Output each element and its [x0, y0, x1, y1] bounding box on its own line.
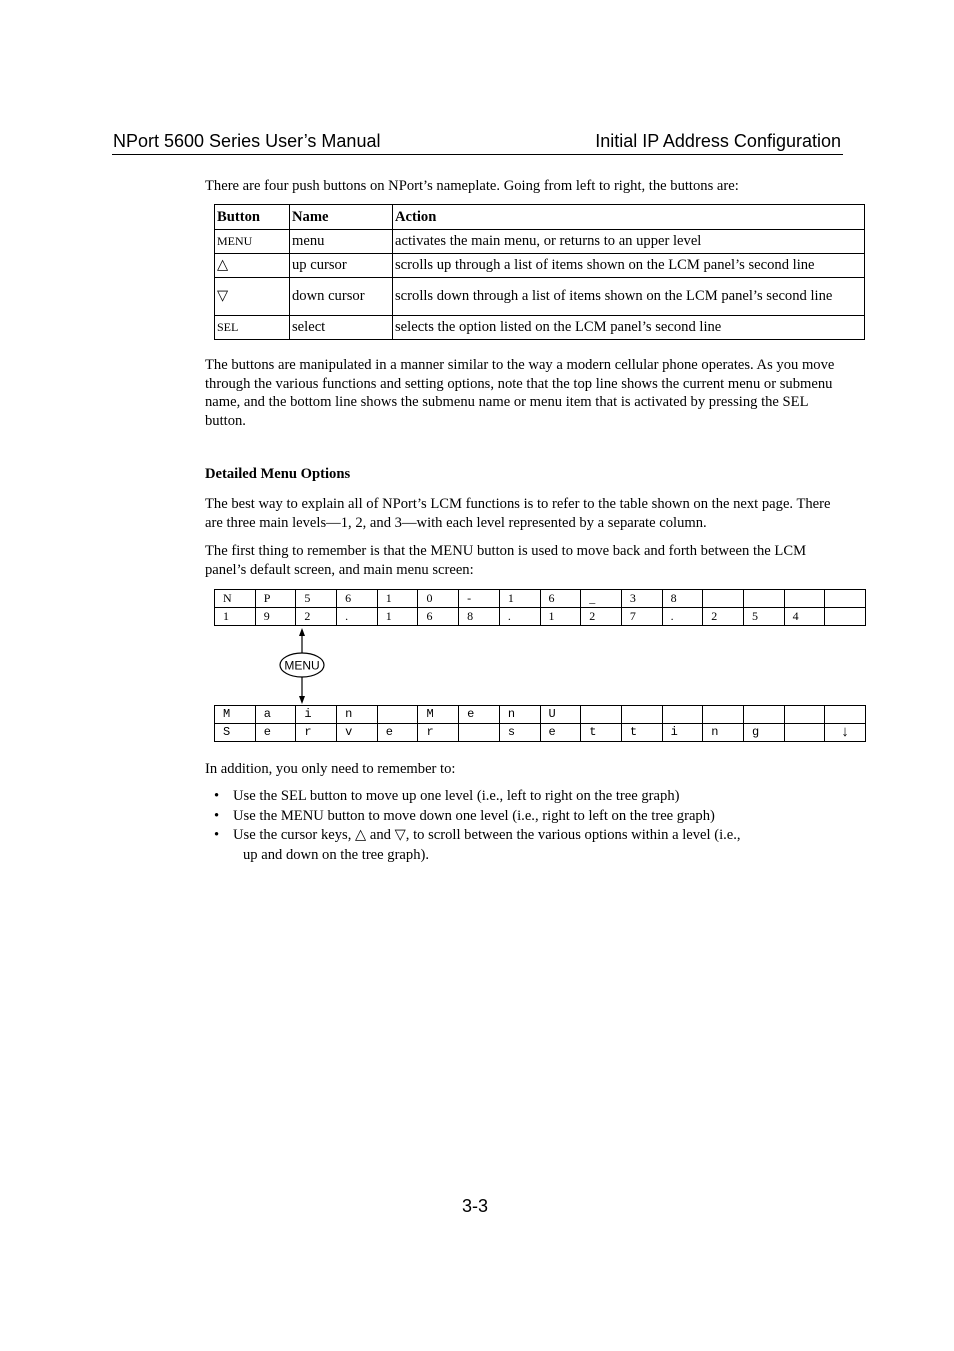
lcm-char: [621, 706, 662, 724]
lcm-char: 5: [743, 608, 784, 626]
lcm-char: 3: [621, 590, 662, 608]
lcm-char: [784, 590, 825, 608]
lcm-char: [825, 590, 866, 608]
up-triangle-icon: △: [215, 254, 290, 278]
list-item-text: Use the MENU button to move down one level (i.e., right to left on the tree graph): [233, 807, 715, 824]
list-item: [214, 807, 846, 827]
lcm-char: r: [296, 724, 337, 742]
lcm-char: 4: [784, 608, 825, 626]
table-row: [215, 316, 865, 340]
list-item-text: Use the SEL button to move up one level (i.e., left to right on the tree graph): [233, 788, 680, 804]
lcm-char: i: [662, 724, 703, 742]
lcm-char: [825, 706, 866, 724]
name-cell: down cursor: [290, 278, 393, 316]
list-item: [214, 826, 846, 865]
header-action: Action: [393, 205, 865, 230]
lcm-char: a: [255, 706, 296, 724]
name-cell: up cursor: [290, 254, 393, 278]
lcm-char: [581, 706, 622, 724]
reminder-list: [214, 787, 846, 865]
lcm-char: [459, 724, 500, 742]
lcm-char: 2: [296, 608, 337, 626]
lcm-char: 2: [581, 608, 622, 626]
action-cell: scrolls down through a list of items shown on the LCM panel’s second line: [393, 278, 865, 316]
lcm-line-1: [215, 706, 866, 724]
action-cell: scrolls up through a list of items shown on the LCM panel’s second line: [393, 254, 865, 278]
buttons-table: [214, 204, 865, 340]
header-button: Button: [215, 205, 290, 230]
action-cell: activates the main menu, or returns to an upper level: [393, 230, 865, 254]
up-arrow-head: [299, 628, 305, 636]
page-header: [112, 130, 843, 155]
bullet-icon: •: [214, 827, 220, 843]
intro-paragraph: There are four push buttons on NPort’s nameplate. Going from left to right, the buttons are:: [205, 178, 739, 194]
lcm-char: 9: [255, 608, 296, 626]
lcm-line-2: [215, 608, 866, 626]
menu-toggle-diagram: [278, 627, 330, 705]
button-cell: SEL: [215, 316, 290, 340]
lcm-char: 6: [540, 590, 581, 608]
lcm-char: 1: [499, 590, 540, 608]
best-way-paragraph: The best way to explain all of NPort’s LCM functions is to refer to the table shown on the next page. There are three main levels—1, 2, and 3—with each level represented by a separate column.: [205, 496, 831, 531]
lcm-char: n: [499, 706, 540, 724]
action-cell: selects the option listed on the LCM panel’s second line: [393, 316, 865, 340]
lcm-char: M: [215, 706, 256, 724]
lcm-char: s: [499, 724, 540, 742]
down-arrow-icon: ↓: [825, 724, 866, 742]
menu-button-label: MENU: [284, 658, 320, 673]
lcm-line-2: [215, 724, 866, 742]
lcm-char: [743, 706, 784, 724]
lcm-char: e: [459, 706, 500, 724]
lcm-char: 6: [337, 590, 378, 608]
first-thing-paragraph: The first thing to remember is that the MENU button is used to move back and forth between the LCM panel’s default screen, and main menu screen:: [205, 543, 807, 578]
lcm-char: 1: [377, 590, 418, 608]
lcm-char: 2: [703, 608, 744, 626]
lcm-char: n: [703, 724, 744, 742]
lcm-char: 8: [662, 590, 703, 608]
lcm-char: 5: [296, 590, 337, 608]
lcm-char: 1: [377, 608, 418, 626]
lcm-char: N: [215, 590, 256, 608]
lcm-char: .: [337, 608, 378, 626]
list-item-text: Use the cursor keys, △ and ▽, to scroll between the various options within a level (i.e.,: [233, 827, 741, 843]
lcm-char: _: [581, 590, 622, 608]
lcm-char: e: [377, 724, 418, 742]
bullet-icon: •: [214, 807, 220, 824]
lcm-char: U: [540, 706, 581, 724]
down-arrow-head: [299, 696, 305, 704]
list-item-continuation: up and down on the tree graph).: [243, 846, 430, 863]
down-triangle-icon: ▽: [215, 278, 290, 316]
lcm-default-screen: [214, 589, 866, 626]
buttons-paragraph: The buttons are manipulated in a manner similar to the way a modern cellular phone operates. As you move through the various functions and setting options, note that the top line shows the current menu or submenu name, and the bottom line shows the submenu name or menu item that is activated by pressing the SEL button.: [205, 357, 835, 429]
name-cell: select: [290, 316, 393, 340]
header-manual-title: NPort 5600 Series User’s Manual: [113, 131, 381, 151]
table-row: [215, 230, 865, 254]
lcm-char: .: [662, 608, 703, 626]
addition-paragraph: In addition, you only need to remember to:: [205, 761, 456, 777]
name-cell: menu: [290, 230, 393, 254]
section-heading: Detailed Menu Options: [205, 466, 351, 482]
lcm-char: i: [296, 706, 337, 724]
lcm-char: [784, 724, 825, 742]
lcm-char: [743, 590, 784, 608]
lcm-char: M: [418, 706, 459, 724]
bullet-icon: •: [214, 788, 220, 804]
button-cell: MENU: [215, 230, 290, 254]
lcm-char: e: [255, 724, 296, 742]
lcm-char: S: [215, 724, 256, 742]
lcm-char: [825, 608, 866, 626]
header-name: Name: [290, 205, 393, 230]
header-section-title: Initial IP Address Configuration: [595, 131, 841, 151]
lcm-main-menu-screen: [214, 705, 866, 742]
lcm-char: 7: [621, 608, 662, 626]
lcm-char: 8: [459, 608, 500, 626]
lcm-char: [662, 706, 703, 724]
lcm-char: 6: [418, 608, 459, 626]
lcm-char: .: [499, 608, 540, 626]
lcm-char: t: [621, 724, 662, 742]
lcm-char: [703, 590, 744, 608]
lcm-char: [703, 706, 744, 724]
lcm-line-1: [215, 590, 866, 608]
lcm-char: [784, 706, 825, 724]
lcm-char: e: [540, 724, 581, 742]
lcm-char: 1: [540, 608, 581, 626]
table-row: [215, 278, 865, 316]
list-item: [214, 787, 846, 807]
table-row: [215, 254, 865, 278]
lcm-char: t: [581, 724, 622, 742]
lcm-char: n: [337, 706, 378, 724]
lcm-char: P: [255, 590, 296, 608]
lcm-char: 0: [418, 590, 459, 608]
page-number: 3-3: [462, 1196, 489, 1216]
lcm-char: g: [743, 724, 784, 742]
lcm-char: 1: [215, 608, 256, 626]
lcm-char: [377, 706, 418, 724]
lcm-char: r: [418, 724, 459, 742]
lcm-char: v: [337, 724, 378, 742]
lcm-char: -: [459, 590, 500, 608]
